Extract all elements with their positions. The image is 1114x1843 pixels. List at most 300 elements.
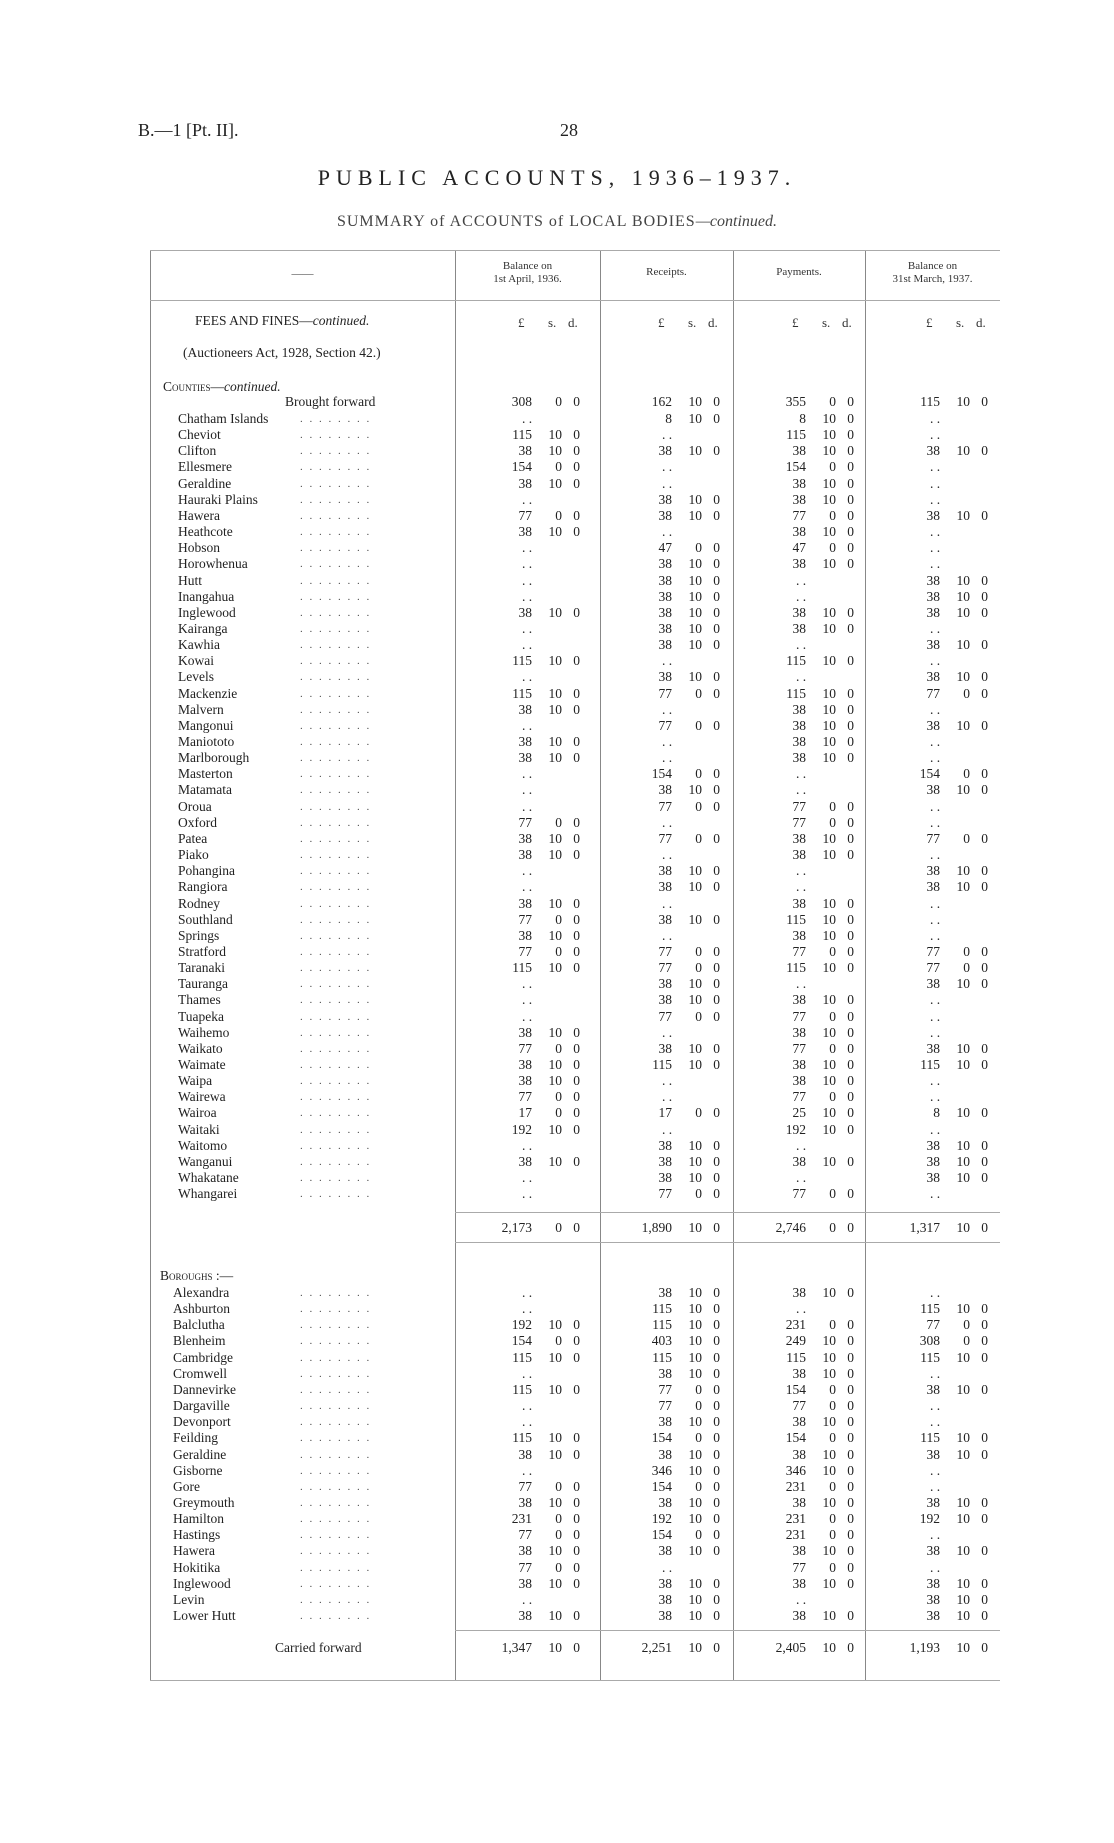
payments-pence: 0: [847, 1073, 854, 1088]
receipts-blank: . .: [662, 1025, 673, 1040]
balance-start-pounds: 77: [518, 912, 532, 927]
balance-end-pence: 0: [981, 782, 988, 797]
balance-end-pounds: 38: [926, 1041, 940, 1056]
row-name: Springs: [178, 928, 220, 943]
payments-pence: 0: [847, 427, 854, 442]
payments-pounds: 38: [792, 847, 806, 862]
payments-pounds: 115: [786, 653, 806, 668]
receipts-shillings: 10: [688, 589, 702, 604]
payments-pounds: 8: [799, 411, 806, 426]
leader-dots: . . . . . . . .: [300, 1156, 372, 1168]
payments-shillings: 0: [829, 799, 836, 814]
row-name: Waikato: [178, 1041, 223, 1056]
leader-dots: . . . . . . . .: [300, 881, 372, 893]
page-number: 28: [560, 120, 578, 140]
receipts-shillings: 10: [688, 1333, 702, 1348]
receipts-pence: 0: [713, 944, 720, 959]
payments-pence: 0: [847, 492, 854, 507]
receipts-shillings: 10: [688, 669, 702, 684]
leader-dots: . . . . . . . .: [300, 445, 372, 457]
payments-pounds: 38: [792, 750, 806, 765]
balance-start-shillings: 0: [555, 815, 562, 830]
payments-pence: 0: [847, 524, 854, 539]
balance-start-shillings: 10: [548, 702, 562, 717]
row-name: Hauraki Plains: [178, 492, 258, 507]
balance-start-pence: 0: [573, 847, 580, 862]
receipts-pounds: 38: [658, 1495, 672, 1510]
balance-start-shillings: 10: [548, 605, 562, 620]
balance-end-shillings: 10: [956, 1495, 970, 1510]
payments-pence: 0: [847, 928, 854, 943]
payments-pounds: 77: [792, 1009, 806, 1024]
leader-dots: . . . . . . . .: [300, 1465, 372, 1477]
balance-end-shillings: 10: [956, 1511, 970, 1526]
leader-dots: . . . . . . . .: [300, 704, 372, 716]
receipts-pounds: 192: [651, 1511, 672, 1526]
receipts-pence: 0: [713, 1317, 720, 1332]
brought-forward-receipts-pounds: 162: [651, 394, 672, 409]
payments-pounds: 38: [792, 476, 806, 491]
balance-start-blank: . .: [522, 992, 533, 1007]
subtitle-main: SUMMARY of ACCOUNTS of LOCAL BODIES: [336, 213, 696, 230]
leader-dots: . . . . . . . .: [300, 558, 372, 570]
balance-start-shillings: 0: [555, 1511, 562, 1526]
receipts-shillings: 10: [688, 621, 702, 636]
balance-end-blank: . .: [930, 815, 941, 830]
header-line: 1st April, 1936.: [493, 273, 562, 285]
leader-dots: . . . . . . . .: [300, 623, 372, 635]
balance-start-shillings: 0: [555, 1333, 562, 1348]
section-title-main: FEES AND FINES—: [195, 313, 313, 328]
balance-start-blank: . .: [522, 1301, 533, 1316]
leader-dots: . . . . . . . .: [300, 1384, 372, 1396]
payments-pounds: 346: [785, 1463, 806, 1478]
balance-start-pence: 0: [573, 443, 580, 458]
unit-pence: d.: [976, 315, 986, 330]
balance-start-pounds: 154: [511, 1333, 532, 1348]
balance-end-blank: . .: [930, 992, 941, 1007]
payments-shillings: 0: [829, 1041, 836, 1056]
receipts-shillings: 10: [688, 879, 702, 894]
payments-shillings: 0: [829, 1560, 836, 1575]
balance-start-pence: 0: [573, 831, 580, 846]
header-line: Balance on: [907, 260, 958, 272]
payments-shillings: 10: [822, 960, 836, 975]
balance-start-shillings: 0: [555, 1089, 562, 1104]
balance-start-shillings: 10: [548, 750, 562, 765]
balance-start-pence: 0: [573, 686, 580, 701]
payments-pounds: 77: [792, 799, 806, 814]
receipts-pounds: 38: [658, 621, 672, 636]
receipts-shillings: 10: [688, 1543, 702, 1558]
balance-end-pence: 0: [981, 1511, 988, 1526]
balance-end-pounds: 38: [926, 1495, 940, 1510]
carried-forward-receipts-shillings: 10: [688, 1640, 702, 1655]
row-name: Greymouth: [173, 1495, 235, 1510]
receipts-shillings: 10: [688, 1576, 702, 1591]
receipts-pence: 0: [713, 508, 720, 523]
row-name: Ellesmere: [178, 459, 232, 474]
balance-end-pounds: 38: [926, 1447, 940, 1462]
row-name: Kairanga: [178, 621, 228, 636]
receipts-pounds: 17: [658, 1105, 672, 1120]
balance-end-pence: 0: [981, 976, 988, 991]
balance-start-shillings: 10: [548, 1608, 562, 1623]
section-title-continued: continued.: [312, 313, 370, 328]
leader-dots: . . . . . . . .: [300, 1610, 372, 1622]
payments-pence: 0: [847, 621, 854, 636]
row-name: Marlborough: [178, 750, 250, 765]
receipts-pounds: 38: [658, 1576, 672, 1591]
row-name: Piako: [178, 847, 209, 862]
leader-dots: . . . . . . . .: [300, 461, 372, 473]
balance-end-shillings: 10: [956, 1447, 970, 1462]
receipts-pence: 0: [713, 556, 720, 571]
balance-start-pence: 0: [573, 524, 580, 539]
payments-pence: 0: [847, 556, 854, 571]
receipts-shillings: 0: [695, 766, 702, 781]
balance-end-shillings: 10: [956, 637, 970, 652]
balance-end-pounds: 38: [926, 443, 940, 458]
column-header-balance-start: [455, 260, 600, 286]
payments-shillings: 10: [822, 427, 836, 442]
row-name: Hobson: [178, 540, 221, 555]
carried-forward-balance-start-pounds: 1,347: [501, 1640, 532, 1655]
balance-end-shillings: 10: [956, 782, 970, 797]
row-name: Rangiora: [178, 879, 228, 894]
receipts-shillings: 10: [688, 912, 702, 927]
balance-end-shillings: 10: [956, 1350, 970, 1365]
leader-dots: . . . . . . . .: [300, 1303, 372, 1315]
balance-end-pounds: 192: [919, 1511, 940, 1526]
unit-shillings: s.: [822, 315, 831, 330]
payments-pounds: 77: [792, 1398, 806, 1413]
balance-end-pence: 0: [981, 766, 988, 781]
receipts-shillings: 10: [688, 992, 702, 1007]
receipts-shillings: 0: [695, 1186, 702, 1201]
leader-dots: . . . . . . . .: [300, 494, 372, 506]
balance-end-shillings: 10: [956, 1608, 970, 1623]
receipts-pounds: 38: [658, 1154, 672, 1169]
receipts-pounds: 77: [658, 831, 672, 846]
payments-pounds: 192: [785, 1122, 806, 1137]
header-line: Balance on: [502, 260, 553, 272]
payments-shillings: 0: [829, 1186, 836, 1201]
leader-dots: . . . . . . . .: [300, 510, 372, 522]
brought-forward-payments-pence: 0: [847, 394, 854, 409]
balance-end-pence: 0: [981, 1382, 988, 1397]
payments-pence: 0: [847, 1009, 854, 1024]
payments-pence: 0: [847, 1025, 854, 1040]
balance-start-pence: 0: [573, 1479, 580, 1494]
payments-pounds: 154: [785, 459, 806, 474]
balance-end-pence: 0: [981, 1350, 988, 1365]
payments-shillings: 10: [822, 1543, 836, 1558]
carried-forward-balance-end-pence: 0: [981, 1640, 988, 1655]
receipts-blank: . .: [662, 734, 673, 749]
brought-forward-receipts-shillings: 10: [688, 394, 702, 409]
carried-forward-balance-end-pounds: 1,193: [909, 1640, 940, 1655]
payments-pence: 0: [847, 1285, 854, 1300]
counties-total-balance-start-shillings: 0: [555, 1220, 562, 1235]
balance-end-shillings: 10: [956, 1105, 970, 1120]
payments-pence: 0: [847, 1608, 854, 1623]
payments-pence: 0: [847, 1350, 854, 1365]
leader-dots: . . . . . . . .: [300, 1027, 372, 1039]
leader-dots: . . . . . . . .: [300, 1172, 372, 1184]
balance-end-pence: 0: [981, 1057, 988, 1072]
row-name: Tuapeka: [178, 1009, 224, 1024]
balance-end-pence: 0: [981, 863, 988, 878]
balance-end-pounds: 154: [919, 766, 940, 781]
header-bottom-rule: [150, 300, 1000, 301]
unit-shillings: s.: [548, 315, 557, 330]
payments-pounds: 231: [785, 1527, 806, 1542]
leader-dots: . . . . . . . .: [300, 1481, 372, 1493]
receipts-pence: 0: [713, 669, 720, 684]
balance-start-blank: . .: [522, 1186, 533, 1201]
balance-end-blank: . .: [930, 621, 941, 636]
receipts-pence: 0: [713, 992, 720, 1007]
leader-dots: . . . . . . . .: [300, 930, 372, 942]
receipts-pounds: 8: [665, 411, 672, 426]
payments-pounds: 38: [792, 896, 806, 911]
unit-pounds: £: [792, 315, 799, 330]
leader-dots: . . . . . . . .: [300, 1059, 372, 1071]
payments-pounds: 115: [786, 912, 806, 927]
payments-shillings: 10: [822, 556, 836, 571]
carried-forward-receipts-pence: 0: [713, 1640, 720, 1655]
row-name: Pohangina: [178, 863, 235, 878]
row-name: Patea: [178, 831, 208, 846]
payments-blank: . .: [796, 879, 807, 894]
receipts-shillings: 10: [688, 1285, 702, 1300]
balance-end-blank: . .: [930, 896, 941, 911]
balance-start-pounds: 115: [512, 1430, 532, 1445]
payments-pounds: 77: [792, 1089, 806, 1104]
balance-end-pounds: 38: [926, 669, 940, 684]
brought-forward-balance-end-pence: 0: [981, 394, 988, 409]
receipts-pence: 0: [713, 492, 720, 507]
row-name: Waipa: [178, 1073, 213, 1088]
counties-total-balance-start-pence: 0: [573, 1220, 580, 1235]
balance-start-shillings: 10: [548, 1057, 562, 1072]
balance-end-shillings: 10: [956, 1592, 970, 1607]
payments-pounds: 38: [792, 524, 806, 539]
balance-end-pounds: 308: [919, 1333, 940, 1348]
balance-start-pence: 0: [573, 750, 580, 765]
payments-pence: 0: [847, 1398, 854, 1413]
payments-pounds: 77: [792, 1186, 806, 1201]
balance-start-pence: 0: [573, 960, 580, 975]
leader-dots: . . . . . . . .: [300, 962, 372, 974]
payments-blank: . .: [796, 1301, 807, 1316]
payments-shillings: 0: [829, 1382, 836, 1397]
brought-forward-payments-shillings: 0: [829, 394, 836, 409]
receipts-pence: 0: [713, 1333, 720, 1348]
receipts-shillings: 10: [688, 782, 702, 797]
balance-start-shillings: 10: [548, 1430, 562, 1445]
subtitle-continued: —continued.: [695, 213, 778, 230]
receipts-pence: 0: [713, 1511, 720, 1526]
payments-pence: 0: [847, 815, 854, 830]
unit-pounds: £: [518, 315, 525, 330]
receipts-pounds: 154: [651, 1527, 672, 1542]
balance-end-pence: 0: [981, 1543, 988, 1558]
payments-pence: 0: [847, 653, 854, 668]
row-name: Balclutha: [173, 1317, 225, 1332]
receipts-pounds: 38: [658, 1414, 672, 1429]
receipts-pounds: 38: [658, 1041, 672, 1056]
balance-end-shillings: 0: [963, 686, 970, 701]
balance-end-blank: . .: [930, 1479, 941, 1494]
balance-end-pounds: 38: [926, 1382, 940, 1397]
payments-pence: 0: [847, 1057, 854, 1072]
receipts-pounds: 77: [658, 1398, 672, 1413]
counties-total-payments-pence: 0: [847, 1220, 854, 1235]
receipts-shillings: 0: [695, 1430, 702, 1445]
leader-dots: . . . . . . . .: [300, 478, 372, 490]
payments-pence: 0: [847, 1511, 854, 1526]
column-header-receipts: Receipts.: [646, 266, 687, 278]
payments-pounds: 115: [786, 1350, 806, 1365]
balance-end-blank: . .: [930, 459, 941, 474]
balance-start-blank: . .: [522, 976, 533, 991]
payments-blank: . .: [796, 976, 807, 991]
balance-start-pounds: 115: [512, 1350, 532, 1365]
balance-end-blank: . .: [930, 1089, 941, 1104]
row-name: Hawera: [173, 1543, 215, 1558]
leader-dots: . . . . . . . .: [300, 946, 372, 958]
receipts-pounds: 115: [652, 1317, 672, 1332]
receipts-shillings: 10: [688, 637, 702, 652]
balance-start-blank: . .: [522, 1366, 533, 1381]
receipts-pounds: 154: [651, 1479, 672, 1494]
counties-total-balance-end-pounds: 1,317: [909, 1220, 940, 1235]
payments-pence: 0: [847, 734, 854, 749]
payments-shillings: 10: [822, 443, 836, 458]
receipts-pence: 0: [713, 1608, 720, 1623]
row-name: Rodney: [178, 896, 220, 911]
receipts-shillings: 0: [695, 944, 702, 959]
payments-shillings: 10: [822, 1025, 836, 1040]
balance-start-pence: 0: [573, 1073, 580, 1088]
row-name: Chatham Islands: [178, 411, 269, 426]
payments-pounds: 38: [792, 1576, 806, 1591]
balance-end-shillings: 10: [956, 863, 970, 878]
payments-pence: 0: [847, 459, 854, 474]
leader-dots: . . . . . . . .: [300, 1287, 372, 1299]
receipts-blank: . .: [662, 750, 673, 765]
balance-end-blank: . .: [930, 1463, 941, 1478]
row-name: Alexandra: [173, 1285, 230, 1300]
column-rule: [600, 250, 601, 1680]
row-name: Dargaville: [173, 1398, 230, 1413]
balance-start-pounds: 77: [518, 1041, 532, 1056]
balance-start-pence: 0: [573, 605, 580, 620]
receipts-shillings: 10: [688, 1350, 702, 1365]
payments-pounds: 38: [792, 605, 806, 620]
receipts-pence: 0: [713, 879, 720, 894]
balance-start-blank: . .: [522, 1592, 533, 1607]
receipts-pounds: 154: [651, 766, 672, 781]
table-left-rule: [150, 250, 151, 1680]
row-name: Gore: [173, 1479, 200, 1494]
balance-end-shillings: 10: [956, 718, 970, 733]
payments-pence: 0: [847, 1560, 854, 1575]
balance-start-pence: 0: [573, 1154, 580, 1169]
payments-shillings: 10: [822, 1366, 836, 1381]
balance-start-shillings: 0: [555, 912, 562, 927]
row-name: Masterton: [178, 766, 233, 781]
receipts-shillings: 0: [695, 1398, 702, 1413]
payments-pence: 0: [847, 831, 854, 846]
balance-start-pence: 0: [573, 1430, 580, 1445]
payments-shillings: 0: [829, 1511, 836, 1526]
unit-pence: d.: [568, 315, 578, 330]
balance-end-pounds: 38: [926, 1138, 940, 1153]
receipts-blank: . .: [662, 1122, 673, 1137]
balance-end-shillings: 10: [956, 589, 970, 604]
leader-dots: . . . . . . . .: [300, 1075, 372, 1087]
payments-pounds: 38: [792, 443, 806, 458]
receipts-shillings: 10: [688, 976, 702, 991]
boroughs-heading: Boroughs :—: [160, 1268, 234, 1283]
payments-shillings: 0: [829, 508, 836, 523]
balance-start-blank: . .: [522, 669, 533, 684]
balance-start-pence: 0: [573, 1608, 580, 1623]
payments-pence: 0: [847, 960, 854, 975]
payments-shillings: 0: [829, 540, 836, 555]
row-name: Geraldine: [173, 1447, 227, 1462]
balance-end-blank: . .: [930, 427, 941, 442]
balance-end-pence: 0: [981, 1430, 988, 1445]
receipts-shillings: 10: [688, 1608, 702, 1623]
receipts-pence: 0: [713, 1463, 720, 1478]
receipts-pounds: 154: [651, 1430, 672, 1445]
balance-end-pounds: 38: [926, 879, 940, 894]
balance-start-shillings: 0: [555, 508, 562, 523]
payments-shillings: 10: [822, 1154, 836, 1169]
balance-end-blank: . .: [930, 1009, 941, 1024]
receipts-pounds: 38: [658, 589, 672, 604]
balance-start-pounds: 38: [518, 1154, 532, 1169]
receipts-pence: 0: [713, 1414, 720, 1429]
balance-end-blank: . .: [930, 847, 941, 862]
receipts-shillings: 10: [688, 605, 702, 620]
balance-end-pence: 0: [981, 1301, 988, 1316]
counties-heading-continued: continued.: [224, 379, 281, 394]
balance-end-pounds: 77: [926, 1317, 940, 1332]
row-name: Maniototo: [178, 734, 235, 749]
balance-start-shillings: 10: [548, 1495, 562, 1510]
payments-pounds: 231: [785, 1479, 806, 1494]
balance-start-pounds: 38: [518, 476, 532, 491]
balance-end-pence: 0: [981, 960, 988, 975]
receipts-pence: 0: [713, 1398, 720, 1413]
row-name: Oxford: [178, 815, 217, 830]
payments-shillings: 10: [822, 1057, 836, 1072]
receipts-blank: . .: [662, 702, 673, 717]
leader-dots: . . . . . . . .: [300, 801, 372, 813]
receipts-shillings: 0: [695, 799, 702, 814]
balance-start-pence: 0: [573, 508, 580, 523]
receipts-pence: 0: [713, 573, 720, 588]
balance-start-pence: 0: [573, 944, 580, 959]
receipts-pounds: 38: [658, 1138, 672, 1153]
balance-start-shillings: 0: [555, 944, 562, 959]
receipts-pence: 0: [713, 1527, 720, 1542]
